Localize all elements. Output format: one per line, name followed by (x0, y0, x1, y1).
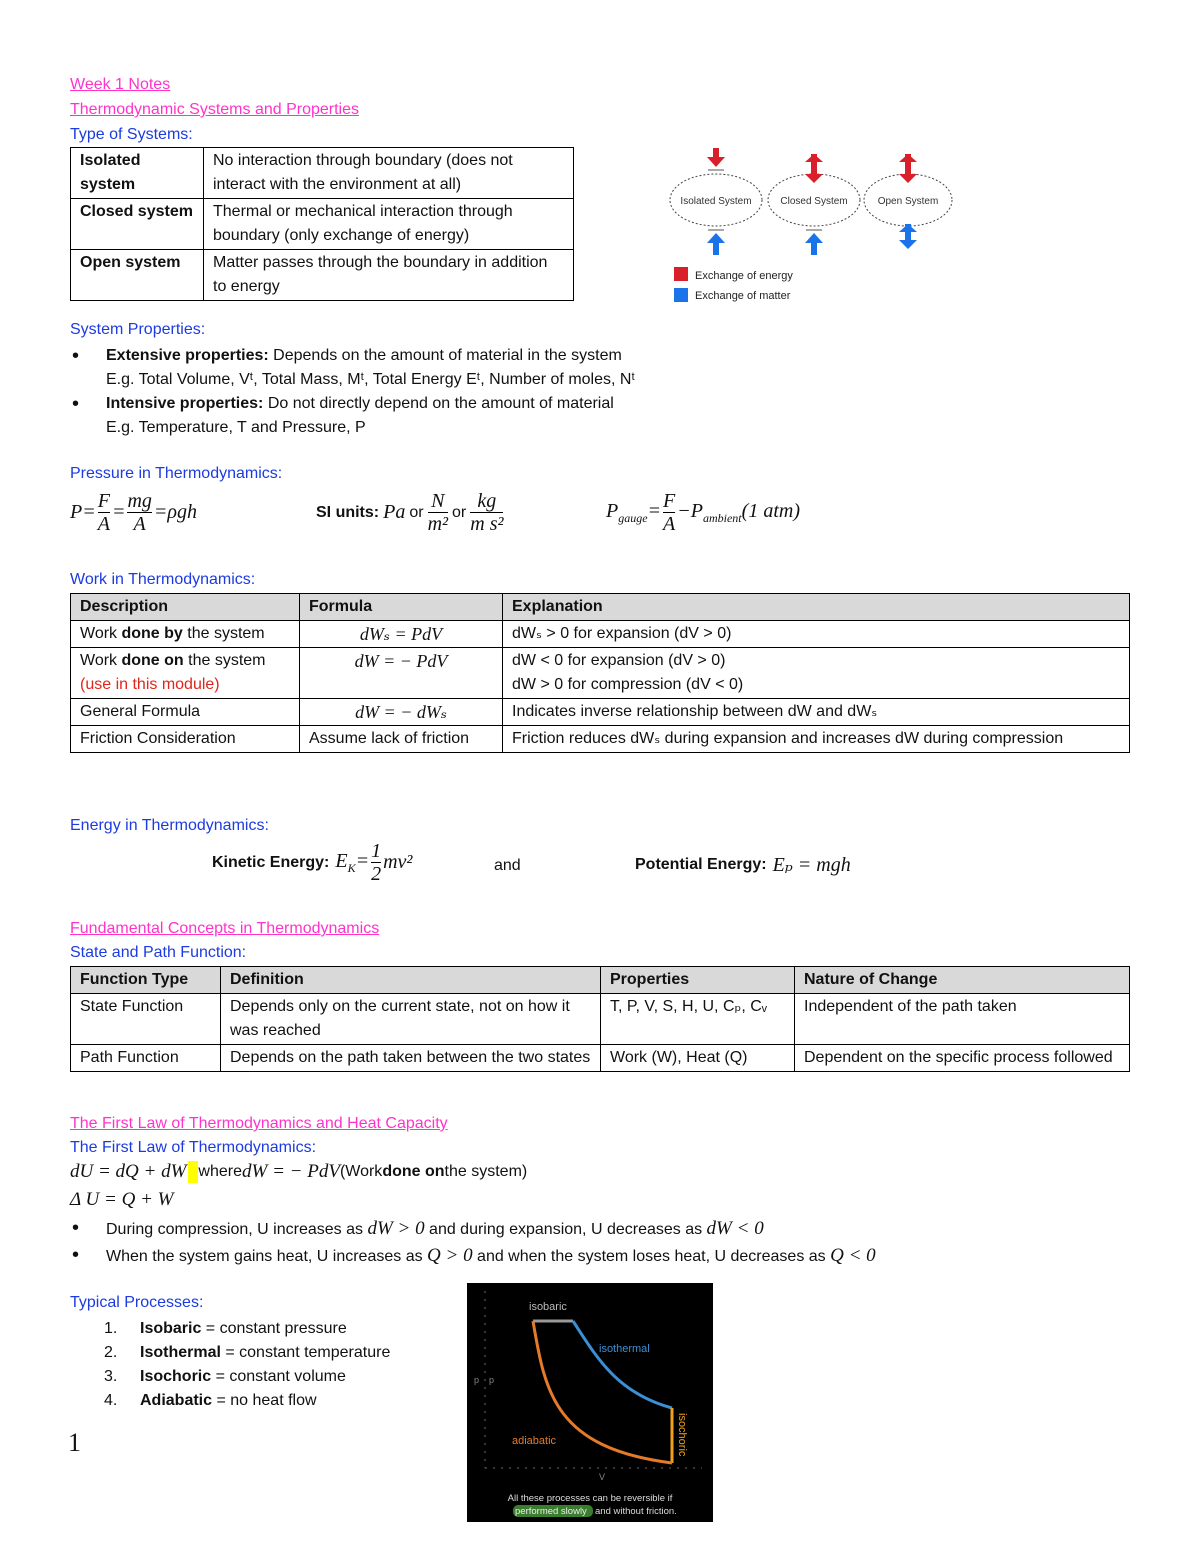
properties-heading: System Properties: (70, 321, 206, 338)
p-label: p (489, 1375, 495, 1385)
section-title-systems: Thermodynamic Systems and Properties (70, 101, 359, 118)
table-row: Friction Consideration Assume lack of friction Friction reduces dWₛ during expansion and increases dW during compression (71, 726, 1130, 753)
matter-double-arrow-icon (899, 224, 917, 249)
or-text: or (409, 503, 424, 521)
first-law-sub: The First Law of Thermodynamics: (70, 1139, 317, 1156)
v-label: V (599, 1472, 606, 1482)
legend-energy-swatch (674, 267, 688, 281)
explanation: dWₛ > 0 for expansion (dV > 0) (503, 621, 1130, 648)
pressure-heading: Pressure in Thermodynamics: (70, 465, 283, 482)
example: E.g. Total Volume, Vᵗ, Total Mass, Mᵗ, Total Energy Eᵗ, Number of moles, Nᵗ (106, 371, 635, 388)
pressure-formula: P= $\frac{F}{A}$ = $\frac{mg}{A}$ =ρgh (70, 490, 197, 535)
adiabatic-label: adiabatic (512, 1435, 557, 1447)
week-title: Week 1 Notes (70, 76, 171, 93)
list-item: 3. Isochoric = constant volume (104, 1368, 346, 1385)
state-path-heading: State and Path Function: (70, 944, 247, 961)
system-name: Closed system (71, 199, 204, 250)
systems-table (70, 147, 574, 301)
legend-matter-swatch (674, 288, 688, 302)
module-note: (use in this module) (80, 676, 220, 693)
col-header: Formula (300, 594, 503, 621)
ke-label: Kinetic Energy: (212, 853, 330, 871)
energy-heading: Energy in Thermodynamics: (70, 817, 269, 834)
closed-label: Closed System (780, 196, 848, 207)
col-header: Explanation (503, 594, 1130, 621)
p-label: p (474, 1375, 480, 1385)
system-desc: Matter passes through the boundary in addition to energy (204, 250, 574, 301)
processes-list (104, 1317, 390, 1413)
table-row: State Function Depends only on the current state, not on how it was reached T, P, V, S, H, U, Cₚ, Cᵥ Independent of the path taken (71, 994, 1130, 1045)
legend-energy-label: Exchange of energy (695, 270, 793, 282)
isobaric-label: isobaric (529, 1301, 567, 1313)
si-label: SI units: (316, 503, 380, 521)
system-name: Isolated system (71, 148, 204, 199)
open-label: Open System (877, 196, 939, 207)
types-heading: Type of Systems: (70, 126, 193, 143)
text: Do not directly depend on the amount of material (263, 395, 614, 412)
table-row (71, 199, 574, 250)
work-heading: Work in Thermodynamics: (70, 571, 256, 588)
isothermal-label: isothermal (599, 1343, 650, 1355)
table-row: Work done on the system (use in this module) dW = − PdV dW < 0 for expansion (dV > 0) dW > 0 for compression (dV < 0) (71, 648, 1130, 699)
system-desc: No interaction through boundary (does not interact with the environment at all) (204, 148, 574, 199)
list-item: • When the system gains heat, U increases as Q > 0 and when the system loses heat, U decreases as Q < 0 (70, 1243, 1150, 1270)
si-units: SI units: Pa or $\frac{N}{\text{m²}}$ or $\frac{kg}{\text{m s²}}$ (316, 490, 504, 535)
pa-unit: Pa (383, 501, 406, 523)
and-text: and (494, 857, 521, 874)
page-number: 1 (68, 1428, 81, 1457)
delta-u-eq: Δ U = Q + W (70, 1189, 174, 1210)
system-name: Open system (71, 250, 204, 301)
list-item: 2. Isothermal = constant temperature (104, 1344, 391, 1361)
explanation: Indicates inverse relationship between dW and dWₛ (503, 699, 1130, 726)
work-table (70, 593, 1130, 753)
systems-diagram (664, 140, 964, 310)
formula: Assume lack of friction (300, 726, 503, 753)
first-law-eq: dU = dQ + dW where dW = − PdV (Work done on the system) (70, 1161, 528, 1182)
or-text: or (452, 503, 467, 521)
gauge-pressure-formula: $P_{gauge}=$ $\frac{F}{A}$ $-P_{ambient}(1$ atm) (606, 490, 800, 535)
caption-line-2a: performed slowly (515, 1506, 587, 1517)
properties-list (70, 344, 970, 440)
list-item: 4. Adiabatic = no heat flow (104, 1392, 317, 1409)
system-desc: Thermal or mechanical interaction through boundary (only exchange of energy) (204, 199, 574, 250)
fundamental-heading: Fundamental Concepts in Thermodynamics (70, 920, 380, 937)
table-header-row: Function Type Definition Properties Nature of Change (71, 967, 1130, 994)
potential-energy (635, 852, 851, 877)
caption-line-2b: and without friction. (595, 1506, 677, 1517)
explanation: dW < 0 for expansion (dV > 0) dW > 0 for compression (dV < 0) (503, 648, 1130, 699)
isochoric-label: isochoric (676, 1413, 688, 1457)
pe-formula: Eₚ = mgh (772, 854, 851, 876)
caption-line-1: All these processes can be reversible if (507, 1493, 673, 1504)
processes-heading: Typical Processes: (70, 1294, 204, 1311)
isolated-label: Isolated System (680, 196, 752, 207)
pe-label: Potential Energy: (635, 855, 767, 873)
term: Intensive properties: (106, 395, 264, 412)
text: Depends on the amount of material in the system (268, 347, 622, 364)
table-row (71, 148, 574, 199)
col-header: Description (71, 594, 300, 621)
first-law-heading: The First Law of Thermodynamics and Heat Capacity (70, 1115, 448, 1132)
matter-arrow-icon (805, 230, 823, 255)
kinetic-energy: Kinetic Energy: $E_K=$ $\frac{1}{2}$ mv² (212, 840, 413, 885)
energy-arrow-icon (707, 148, 725, 170)
table-row (71, 250, 574, 301)
function-table (70, 966, 1130, 1072)
table-row: General Formula dW = − dWₛ Indicates inverse relationship between dW and dWₛ (71, 699, 1130, 726)
table-row: Work done by the system dWₛ = PdV dWₛ > 0 for expansion (dV > 0) (71, 621, 1130, 648)
list-item: • During compression, U increases as dW > 0 and during expansion, U decreases as dW < 0 (70, 1216, 1150, 1243)
formula: dWₛ = PdV (300, 621, 503, 648)
table-header-row (71, 594, 1130, 621)
formula: dW = − PdV (300, 648, 503, 699)
list-item: 1. Isobaric = constant pressure (104, 1320, 347, 1337)
list-item (70, 344, 970, 392)
pv-diagram (467, 1283, 713, 1522)
first-law-bullets (70, 1216, 1150, 1270)
term: Extensive properties: (106, 347, 269, 364)
formula: dW = − dWₛ (300, 699, 503, 726)
matter-arrow-icon (707, 230, 725, 255)
table-row: Path Function Depends on the path taken between the two states Work (W), Heat (Q) Dependent on the specific process followed (71, 1045, 1130, 1072)
highlight-mark (188, 1161, 198, 1183)
explanation: Friction reduces dWₛ during expansion and increases dW during compression (503, 726, 1130, 753)
legend-matter-label: Exchange of matter (695, 290, 791, 302)
list-item (70, 392, 970, 440)
example: E.g. Temperature, T and Pressure, P (106, 419, 366, 436)
